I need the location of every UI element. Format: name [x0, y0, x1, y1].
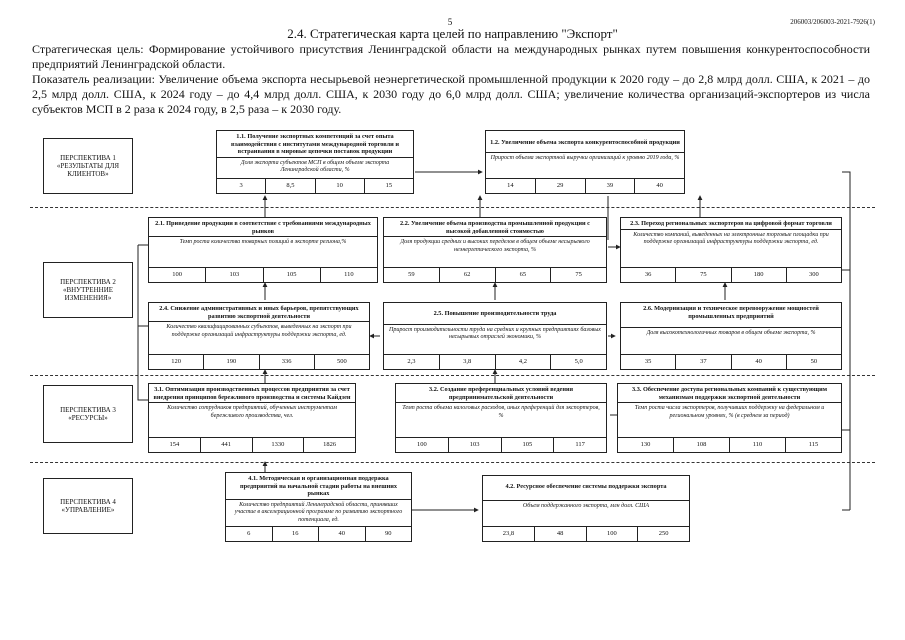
goal-box-4-1 [225, 472, 412, 542]
page-number: 5 [447, 17, 453, 27]
value-cell: 48 [535, 527, 587, 541]
value-cell: 336 [260, 355, 315, 369]
goal-title: 4.1. Методическая и организационная поддержка предприятий на начальной стадии работы на внешних рынках [240, 475, 397, 498]
value-cell: 180 [732, 268, 787, 282]
value-cell: 3,8 [440, 355, 496, 369]
value-cell: 117 [575, 441, 585, 448]
value-cell: 120 [149, 355, 204, 369]
implementation-indicator-text: Показатель реализации: Увеличение объема экспорта несырьевой неэнергетической промышленной продукции к 2020 году – до 2,8 млрд долл. США, к 2021 – до 2,5 млрд долл. США, к 2024 году – до 4,4 млрд долл. США, к 2030 году до 6,0 млрд долл. США; увеличение количества организаций-экспортеров из числа субъектов МСП в 2 раза к 2024 году, в 2,5 раза – к 2030 году. [32, 72, 870, 116]
value-cell: 40 [319, 527, 366, 541]
goal-indicator: Темп роста объема налоговых расходов, иных преференций для экспортеров, % [396, 402, 606, 422]
goal-box-1-1 [216, 130, 414, 194]
goal-box-4-2 [482, 475, 690, 542]
goal-values [384, 354, 606, 369]
goal-indicator: Прирост объема экспортной выручки организаций к уровню 2019 года, % [486, 152, 684, 164]
goal-indicator: Количество компаний, выведенных на электронные торговые площадки при поддержке организаций инфраструктуры поддержки экспорта, ед. [621, 229, 841, 249]
goal-values [618, 437, 841, 452]
value-cell: 90 [385, 530, 392, 537]
goal-values [621, 354, 841, 369]
value-cell: 50 [810, 358, 818, 365]
value-cell: 39 [586, 179, 636, 193]
goal-values [217, 178, 413, 193]
perspective-1-label: ПЕРСПЕКТИВА 1 «РЕЗУЛЬТАТЫ ДЛЯ КЛИЕНТОВ» [43, 138, 133, 194]
goal-title: 2.4. Снижение административных и иных барьеров, препятствующих развитию экспортной деятельности [159, 305, 359, 320]
goal-values [483, 526, 689, 541]
goal-title: 4.2. Ресурсное обеспечение системы поддержки экспорта [505, 483, 667, 490]
goal-box-1-2 [485, 130, 685, 194]
value-cell: 6 [226, 527, 273, 541]
value-cell: 1330 [253, 438, 305, 452]
goal-box-2-1 [148, 217, 378, 283]
goal-indicator: Темп роста числа экспортеров, получивших поддержку на федеральном и региональном уровнях, % (в среднем за период) [618, 402, 841, 422]
value-cell: 100 [149, 268, 206, 282]
value-cell: 65 [496, 268, 552, 282]
value-cell: 100 [396, 438, 449, 452]
value-cell: 4,2 [496, 355, 552, 369]
value-cell: 29 [536, 179, 586, 193]
goal-indicator: Прирост производительности труда на средних и крупных предприятиях базовых несырьевых отраслей экономики, % [384, 324, 606, 344]
value-cell: 103 [206, 268, 263, 282]
goal-values [486, 178, 684, 193]
value-cell: 40 [656, 182, 663, 189]
value-cell: 16 [273, 527, 320, 541]
value-cell: 3 [217, 179, 266, 193]
value-cell: 62 [440, 268, 496, 282]
value-cell: 108 [674, 438, 730, 452]
goal-title: 2.5. Повышение производительности труда [433, 310, 557, 317]
goal-title: 1.1. Получение экспортных компетенций за счет опыта взаимодействия с институтами международной торговли и встраивания в мировые цепочки поставок продукции [231, 133, 399, 156]
goal-values [226, 526, 411, 541]
value-cell: 103 [449, 438, 502, 452]
value-cell: 130 [618, 438, 674, 452]
goal-values [384, 267, 606, 282]
goal-values [149, 267, 377, 282]
perspective-3-label: ПЕРСПЕКТИВА 3 «РЕСУРСЫ» [43, 385, 133, 443]
goal-indicator: Темп роста количества товарных позиций в экспорте региона,% [149, 236, 377, 248]
value-cell: 40 [732, 355, 787, 369]
goal-box-3-3 [617, 383, 842, 453]
goal-values [396, 437, 606, 452]
goal-indicator: Количество квалифицированных субъектов, выведенных на экспорт при поддержке организаций инфраструктуры поддержки экспорта, ед. [149, 321, 369, 341]
value-cell: 190 [204, 355, 259, 369]
goal-values [149, 354, 369, 369]
goal-title: 2.1. Приведение продукции в соответствие с требованиями международных рынков [155, 220, 371, 235]
goal-title: 3.1. Оптимизация производственных процессов предприятия за счет внедрения принципов бережливого производства и системы Кайдзен [153, 386, 351, 401]
value-cell: 250 [658, 530, 669, 537]
value-cell: 100 [587, 527, 639, 541]
goal-box-2-4 [148, 302, 370, 370]
goal-box-3-2 [395, 383, 607, 453]
value-cell: 500 [337, 358, 347, 365]
value-cell: 105 [502, 438, 555, 452]
value-cell: 110 [344, 271, 354, 278]
value-cell: 14 [486, 179, 536, 193]
strategic-goal-text: Стратегическая цель: Формирование устойчивого присутствия Ленинградской области на международных рынках путем повышения конкурентоспособности предприятий Ленинградской области. [32, 42, 870, 71]
goal-title: 1.2. Увеличение объема экспорта конкурентоспособной продукции [490, 139, 680, 146]
value-cell: 5,0 [574, 358, 583, 365]
goal-title: 2.6. Модернизация и техническое перевооружение мощностей промышленных предприятий [643, 305, 819, 320]
goal-title: 2.2. Увеличение объема производства промышленной продукции с высокой добавленной стоимостью [400, 220, 590, 235]
document-code: 206003/206003-2021-7926(1) [790, 18, 875, 26]
value-cell: 110 [730, 438, 786, 452]
value-cell: 300 [809, 271, 819, 278]
value-cell: 1826 [323, 441, 337, 448]
value-cell: 154 [149, 438, 201, 452]
value-cell: 36 [621, 268, 676, 282]
value-cell: 115 [808, 441, 819, 448]
value-cell: 441 [201, 438, 253, 452]
page-title: 2.4. Стратегическая карта целей по направлению "Экспорт" [287, 26, 618, 41]
goal-box-2-3 [620, 217, 842, 283]
goal-title: 3.3. Обеспечение доступа региональных компаний к существующим механизмам поддержки экспортной деятельности [631, 386, 828, 401]
perspective-divider [30, 375, 875, 376]
value-cell: 75 [676, 268, 731, 282]
goal-indicator: Доля продукции средних и высоких переделов в общем объеме несырьевого неэнергетического экспорта, % [384, 236, 606, 256]
value-cell: 75 [575, 271, 582, 278]
goal-indicator: Доля высокотехнологичных товаров в общем объеме экспорта, % [621, 327, 841, 339]
perspective-2-label: ПЕРСПЕКТИВА 2 «ВНУТРЕННИЕ ИЗМЕНЕНИЯ» [43, 262, 133, 318]
goal-box-2-6 [620, 302, 842, 370]
goal-indicator: Объем поддержанного экспорта, млн долл. США [483, 500, 689, 512]
goal-values [149, 437, 355, 452]
value-cell: 37 [676, 355, 731, 369]
value-cell: 15 [385, 182, 393, 189]
goal-box-2-5 [383, 302, 607, 370]
perspective-4-label: ПЕРСПЕКТИВА 4 «УПРАВЛЕНИЕ» [43, 478, 133, 534]
value-cell: 8,5 [266, 179, 315, 193]
value-cell: 10 [316, 179, 365, 193]
perspective-divider [30, 207, 875, 208]
goal-indicator: Количество сотрудников предприятий, обученных инструментам бережливого производства, чел. [149, 402, 355, 422]
value-cell: 2,3 [384, 355, 440, 369]
goal-indicator: Количество предприятий Ленинградской области, принявших участие в акселерационной программе по развитию экспортного потенциала, ед. [226, 499, 411, 526]
goal-box-3-1 [148, 383, 356, 453]
value-cell: 59 [384, 268, 440, 282]
goal-values [621, 267, 841, 282]
perspective-divider [30, 462, 875, 463]
value-cell: 105 [264, 268, 321, 282]
goal-title: 3.2. Создание преференциальных условий ведения предпринимательской деятельности [428, 386, 574, 401]
value-cell: 23,8 [483, 527, 535, 541]
goal-indicator: Доля экспорта субъектов МСП в общем объеме экспорта Ленинградской области, % [217, 157, 413, 177]
value-cell: 35 [621, 355, 676, 369]
goal-title: 2.3. Переход региональных экспортеров на цифровой формат торговли [630, 220, 832, 227]
goal-box-2-2 [383, 217, 607, 283]
